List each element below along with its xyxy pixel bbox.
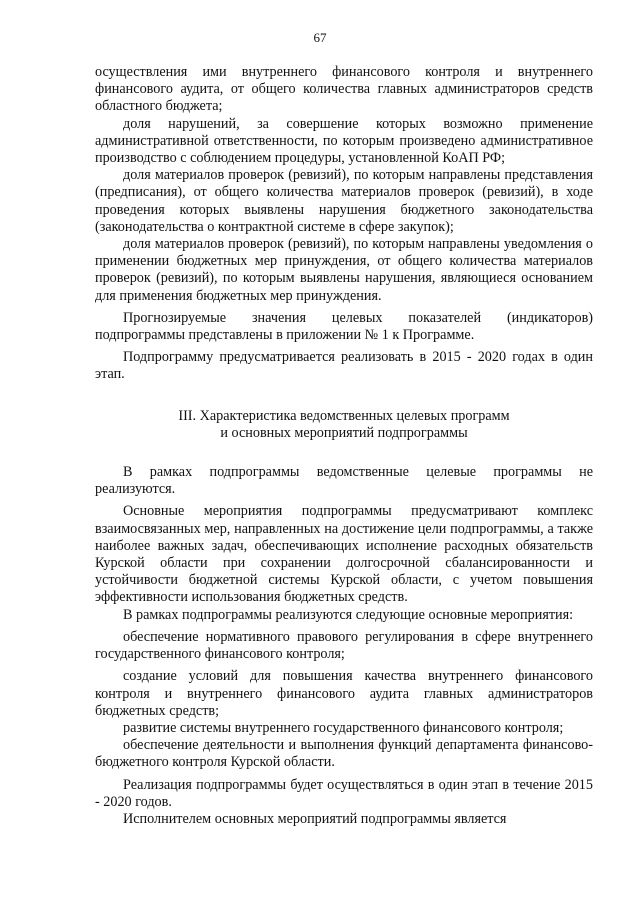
section-heading-line: III. Характеристика ведомственных целевых программ xyxy=(178,407,510,424)
paragraph: осуществления ими внутреннего финансового контроля и внутреннего финансового аудита, от общего количества главных администраторов средств областного бюджета; xyxy=(95,64,593,115)
page-number: 67 xyxy=(313,30,327,45)
paragraph: Подпрограмму предусматривается реализовать в 2015 - 2020 годах в один этап. xyxy=(95,349,593,383)
list-item: обеспечение деятельности и выполнения функций департамента финансово-бюджетного контроля Курской области. xyxy=(95,737,593,771)
list-item: развитие системы внутреннего государственного финансового контроля; xyxy=(123,719,564,736)
paragraph: В рамках подпрограммы ведомственные целевые программы не реализуются. xyxy=(95,464,593,498)
paragraph: доля материалов проверок (ревизий), по которым направлены представления (предписания), от общего количества материалов проверок (ревизий), в ходе проведения которых выявлены нарушения бюджетного законодательства (законодательства о контрактной системе в сфере закупок); xyxy=(95,167,593,235)
paragraph: Реализация подпрограммы будет осуществляться в один этап в течение 2015 - 2020 годов. xyxy=(95,776,593,810)
page-content xyxy=(95,64,593,828)
paragraph: Исполнителем основных мероприятий подпрограммы является xyxy=(123,810,507,827)
list-item: обеспечение нормативного правового регулирования в сфере внутреннего государственного финансового контроля; xyxy=(95,628,593,663)
paragraph: Прогнозируемые значения целевых показателей (индикаторов) подпрограммы представлены в приложении № 1 к Программе. xyxy=(95,309,593,344)
section-heading-line: и основных мероприятий подпрограммы xyxy=(220,424,468,441)
list-item: создание условий для повышения качества внутреннего финансового контроля и внутреннего финансового аудита главных администраторов бюджетных средств; xyxy=(95,668,593,719)
paragraph: доля нарушений, за совершение которых возможно применение административной ответственности, по которым произведено административное производство с соблюдением процедуры, установленной КоАП РФ; xyxy=(95,115,593,167)
paragraph: доля материалов проверок (ревизий), по которым направлены уведомления о применении бюджетных мер принуждения, от общего количества материалов проверок (ревизий), по которым выявлены нарушения, являющиеся основанием для применения бюджетных мер принуждения. xyxy=(95,236,593,304)
paragraph: В рамках подпрограммы реализуются следующие основные мероприятия: xyxy=(123,606,574,623)
paragraph: Основные мероприятия подпрограммы предусматривают комплекс взаимосвязанных мер, направленных на достижение цели подпрограммы, а также наиболее важных задач, обеспечивающих исполнение расходных обязательств Курской области при сохранении долгосрочной сбалансированности и устойчивости бюджетной системы Курской области, с учетом повышения эффективности использования бюджетных средств. xyxy=(95,503,593,606)
section-heading xyxy=(95,408,593,442)
